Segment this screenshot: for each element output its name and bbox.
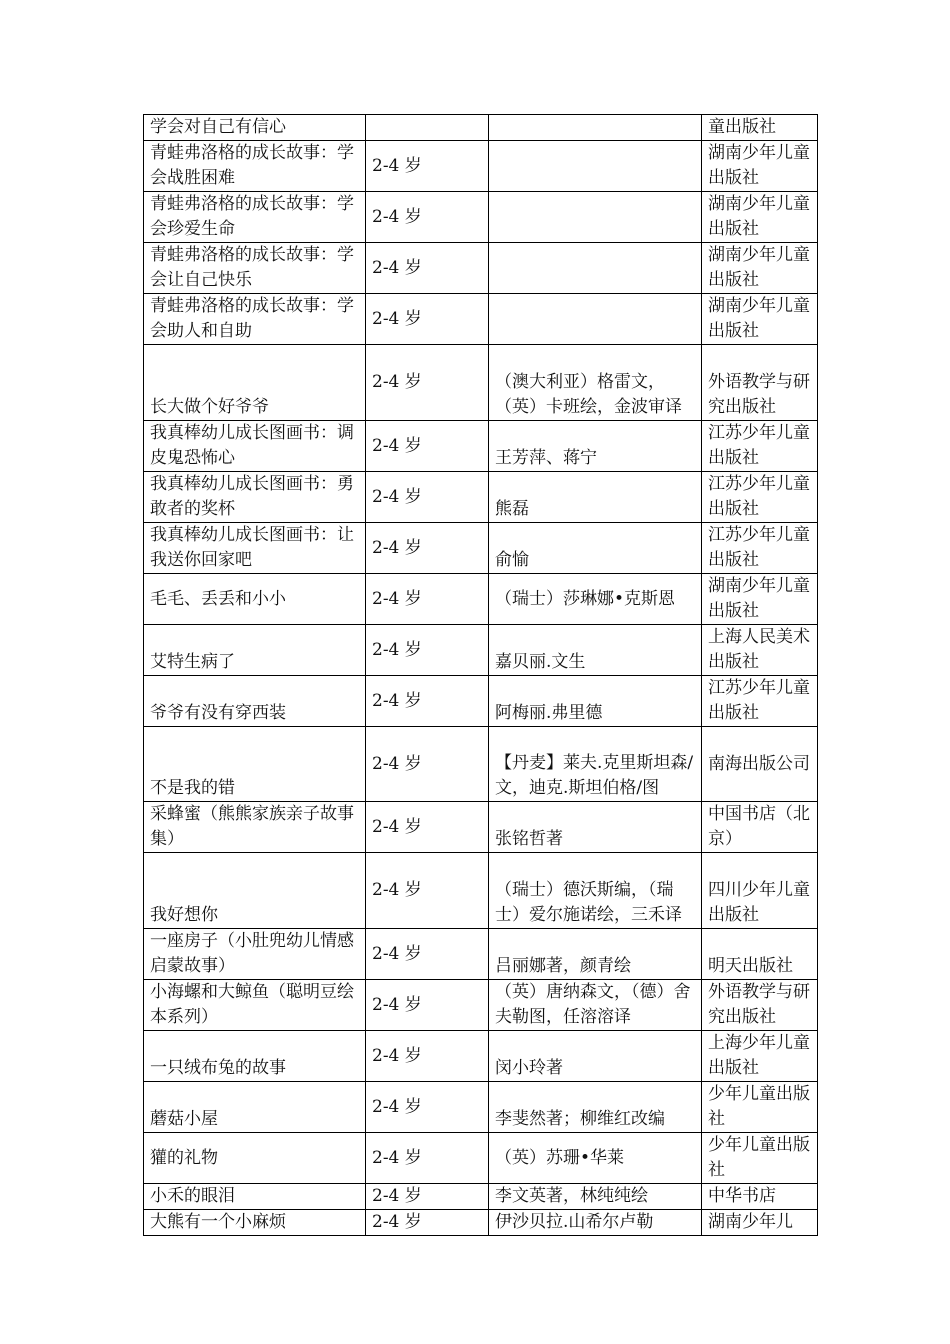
book-title: 不是我的错 — [144, 727, 366, 802]
author: 【丹麦】莱夫.克里斯坦森/文，迪克.斯坦伯格/图 — [489, 727, 702, 802]
publisher: 上海少年儿童出版社 — [702, 1031, 818, 1082]
publisher: 少年儿童出版社 — [702, 1133, 818, 1184]
book-title: 獾的礼物 — [144, 1133, 366, 1184]
book-title: 采蜂蜜（熊熊家族亲子故事集） — [144, 802, 366, 853]
book-title: 大熊有一个小麻烦 — [144, 1210, 366, 1236]
publisher: 江苏少年儿童出版社 — [702, 421, 818, 472]
age-range: 2-4 岁 — [366, 243, 489, 294]
age-range: 2-4 岁 — [366, 1210, 489, 1236]
table-row — [144, 1133, 818, 1184]
table-row — [144, 727, 818, 802]
book-title: 一只绒布兔的故事 — [144, 1031, 366, 1082]
age-range: 2-4 岁 — [366, 192, 489, 243]
publisher: 中国书店（北京） — [702, 802, 818, 853]
age-range: 2-4 岁 — [366, 676, 489, 727]
author — [489, 243, 702, 294]
publisher: 湖南少年儿童出版社 — [702, 294, 818, 345]
age-range: 2-4 岁 — [366, 802, 489, 853]
table-row — [144, 421, 818, 472]
age-range: 2-4 岁 — [366, 1031, 489, 1082]
publisher: 外语教学与研究出版社 — [702, 345, 818, 421]
book-title: 我真棒幼儿成长图画书：调皮鬼恐怖心 — [144, 421, 366, 472]
book-title: 爷爷有没有穿西装 — [144, 676, 366, 727]
publisher: 明天出版社 — [702, 929, 818, 980]
book-title: 小禾的眼泪 — [144, 1184, 366, 1210]
age-range: 2-4 岁 — [366, 574, 489, 625]
author — [489, 192, 702, 243]
author: 李文英著，林纯纯绘 — [489, 1184, 702, 1210]
book-title: 青蛙弗洛格的成长故事：学会让自己快乐 — [144, 243, 366, 294]
author: 嘉贝丽.文生 — [489, 625, 702, 676]
table-row — [144, 523, 818, 574]
book-title: 长大做个好爷爷 — [144, 345, 366, 421]
table-row — [144, 192, 818, 243]
table-row — [144, 625, 818, 676]
book-title: 毛毛、丢丢和小小 — [144, 574, 366, 625]
author: 王芳萍、蒋宁 — [489, 421, 702, 472]
age-range: 2-4 岁 — [366, 294, 489, 345]
age-range: 2-4 岁 — [366, 980, 489, 1031]
table-row — [144, 929, 818, 980]
table-row — [144, 294, 818, 345]
age-range: 2-4 岁 — [366, 141, 489, 192]
publisher: 少年儿童出版社 — [702, 1082, 818, 1133]
author: 闵小玲著 — [489, 1031, 702, 1082]
publisher: 外语教学与研究出版社 — [702, 980, 818, 1031]
table-row — [144, 345, 818, 421]
table-row — [144, 1210, 818, 1236]
age-range: 2-4 岁 — [366, 853, 489, 929]
table-row — [144, 980, 818, 1031]
age-range: 2-4 岁 — [366, 929, 489, 980]
table-row — [144, 853, 818, 929]
table-row — [144, 574, 818, 625]
table-row — [144, 115, 818, 141]
table-row — [144, 243, 818, 294]
table-row — [144, 802, 818, 853]
publisher: 中华书店 — [702, 1184, 818, 1210]
author — [489, 115, 702, 141]
author: 阿梅丽.弗里德 — [489, 676, 702, 727]
book-list-body — [144, 115, 818, 1236]
author: 吕丽娜著，颜青绘 — [489, 929, 702, 980]
author: （英）苏珊•华莱 — [489, 1133, 702, 1184]
author — [489, 294, 702, 345]
table-row — [144, 1031, 818, 1082]
table-row — [144, 472, 818, 523]
author: （瑞士）德沃斯编，（瑞士）爱尔施诺绘，三禾译 — [489, 853, 702, 929]
book-title: 一座房子（小肚兜幼儿情感启蒙故事） — [144, 929, 366, 980]
book-title: 小海螺和大鲸鱼（聪明豆绘本系列） — [144, 980, 366, 1031]
age-range: 2-4 岁 — [366, 1082, 489, 1133]
table-row — [144, 1082, 818, 1133]
author: （澳大利亚）格雷文，（英）卡班绘，金波审译 — [489, 345, 702, 421]
age-range: 2-4 岁 — [366, 1184, 489, 1210]
book-title: 我真棒幼儿成长图画书：勇敢者的奖杯 — [144, 472, 366, 523]
publisher: 南海出版公司 — [702, 727, 818, 802]
book-title: 青蛙弗洛格的成长故事：学会珍爱生命 — [144, 192, 366, 243]
publisher: 湖南少年儿童出版社 — [702, 141, 818, 192]
book-title: 青蛙弗洛格的成长故事：学会助人和自助 — [144, 294, 366, 345]
age-range: 2-4 岁 — [366, 1133, 489, 1184]
book-title: 青蛙弗洛格的成长故事：学会战胜困难 — [144, 141, 366, 192]
author: 俞愉 — [489, 523, 702, 574]
age-range: 2-4 岁 — [366, 625, 489, 676]
age-range: 2-4 岁 — [366, 523, 489, 574]
publisher: 江苏少年儿童出版社 — [702, 472, 818, 523]
book-title: 我好想你 — [144, 853, 366, 929]
author: （英）唐纳森文，（德）舍夫勒图，任溶溶译 — [489, 980, 702, 1031]
age-range: 2-4 岁 — [366, 472, 489, 523]
publisher: 四川少年儿童出版社 — [702, 853, 818, 929]
publisher: 江苏少年儿童出版社 — [702, 676, 818, 727]
author: 熊磊 — [489, 472, 702, 523]
age-range — [366, 115, 489, 141]
publisher: 童出版社 — [702, 115, 818, 141]
publisher: 湖南少年儿童出版社 — [702, 574, 818, 625]
author: （瑞士）莎琳娜•克斯恩 — [489, 574, 702, 625]
book-title: 我真棒幼儿成长图画书：让我送你回家吧 — [144, 523, 366, 574]
publisher: 湖南少年儿童出版社 — [702, 192, 818, 243]
book-title: 蘑菇小屋 — [144, 1082, 366, 1133]
publisher: 湖南少年儿童出版社 — [702, 243, 818, 294]
publisher: 湖南少年儿 — [702, 1210, 818, 1236]
table-row — [144, 1184, 818, 1210]
age-range: 2-4 岁 — [366, 345, 489, 421]
author: 张铭哲著 — [489, 802, 702, 853]
author: 伊沙贝拉.山希尔卢勒 — [489, 1210, 702, 1236]
book-title: 学会对自己有信心 — [144, 115, 366, 141]
age-range: 2-4 岁 — [366, 727, 489, 802]
age-range: 2-4 岁 — [366, 421, 489, 472]
publisher: 上海人民美术出版社 — [702, 625, 818, 676]
book-list-table — [143, 114, 818, 1236]
table-row — [144, 141, 818, 192]
author — [489, 141, 702, 192]
publisher: 江苏少年儿童出版社 — [702, 523, 818, 574]
book-title: 艾特生病了 — [144, 625, 366, 676]
table-row — [144, 676, 818, 727]
author: 李斐然著；柳维红改编 — [489, 1082, 702, 1133]
